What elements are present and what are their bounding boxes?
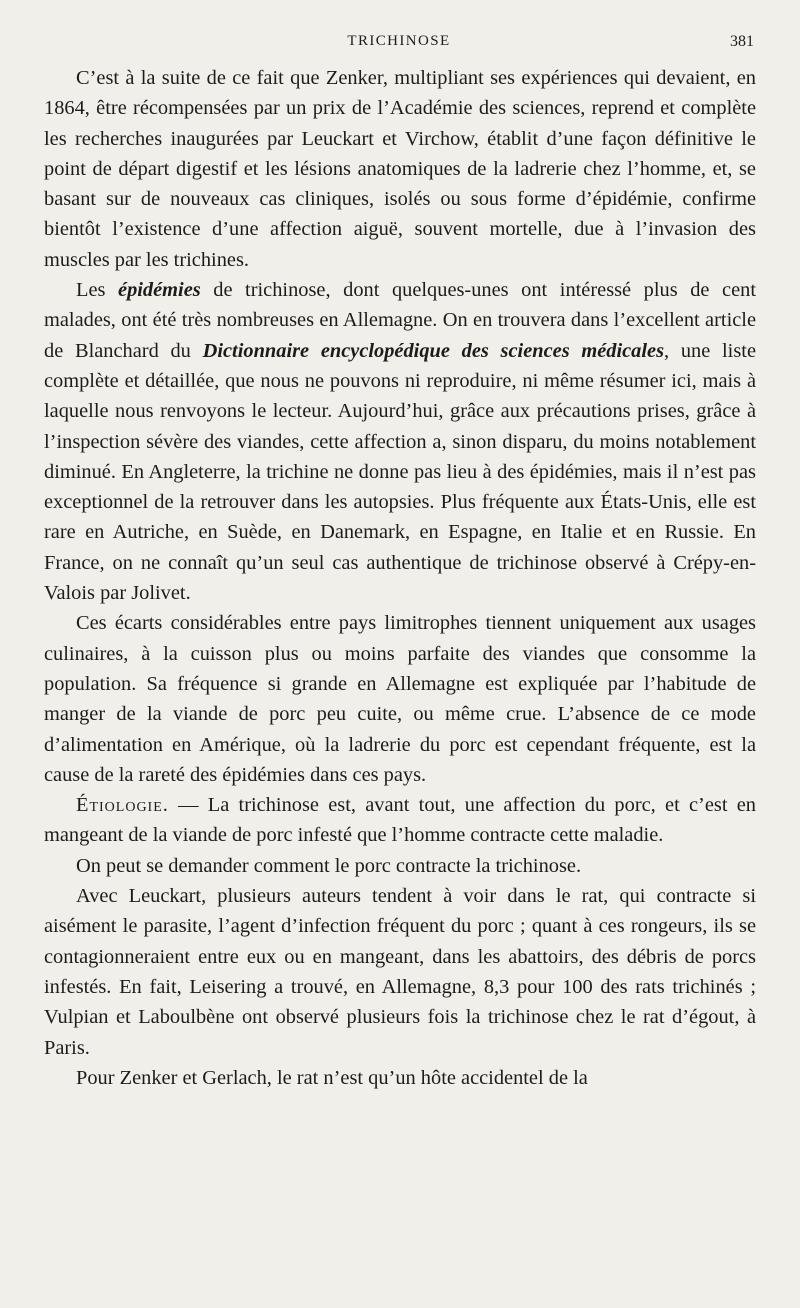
paragraph-question: On peut se demander comment le porc contracte la trichinose.	[76, 854, 582, 877]
emphasis-epidemies: épidémies	[118, 279, 201, 302]
paragraph-etiologie	[44, 790, 756, 851]
paragraph-zenker-gerlach: Pour Zenker et Gerlach, le rat n’est qu’un hôte accidentel de la	[76, 1066, 588, 1089]
page-number: 381	[730, 33, 754, 50]
paragraph-ecarts: Ces écarts considérables entre pays limitrophes tiennent uniquement aux usages culinaires, à la cuisson plus ou moins parfaite des viandes que consomme la population. Sa fréquence si grande en Allemagne est expliquée par l’habitude de manger de la viande de porc peu cuite, ou même crue. L’absence de ce mode d’alimentation en Amérique, où la ladrerie du porc est cependant fréquente, est la cause de la rareté des épidémies dans ces pays.	[44, 612, 756, 786]
paragraph-leuckart: Avec Leuckart, plusieurs auteurs tendent à voir dans le rat, qui contracte si aisément le parasite, l’agent d’infection fréquent du porc ; quant à ces rongeurs, ils se contagionneraient entre eux ou en mangeant, dans les abattoirs, des débris de porcs infestés. En fait, Leisering a trouvé, en Allemagne, 8,3 pour 100 des rats trichinés ; Vulpian et Laboulbène ont observé plusieurs fois la trichinose chez le rat d’égout, à Paris.	[44, 885, 756, 1059]
text-span: , une liste complète et détaillée, que nous ne pouvons ni reproduire, ni même résumer ici, mais à laquelle nous renvoyons le lecteur. Aujourd’hui, grâce aux précautions prises, grâce à l’inspection sévère des viandes, cette affection a, sinon disparu, du moins notablement diminué. En Angleterre, la trichine ne donne pas lieu à des épidémies, mais il n’est pas exceptionnel de la retrouver dans les autopsies. Plus fréquente aux États-Unis, elle est rare en Autriche, en Suède, en Danemark, en Espagne, en Italie et en Russie. En France, on ne connaît qu’un seul cas authentique de trichinose observé à Crépy-en-Valois par Jolivet.	[44, 339, 756, 605]
page-header	[44, 33, 754, 55]
text-span: Les	[76, 279, 119, 302]
emphasis-dictionnaire-title: Dictionnaire encyclopédique des sciences médicales	[202, 339, 665, 362]
paragraph-zenker: C’est à la suite de ce fait que Zenker, multipliant ses expériences qui devaient, en 1864, être récompensées par un prix de l’Académie des sciences, reprend et complète les recherches inaugurées par Leuckart et Virchow, établit d’une façon définitive le point de départ digestif et les lésions anatomiques de la ladrerie chez l’homme, et, se basant sur de nouveaux cas cliniques, isolés ou sous forme d’épidémie, confirme bientôt l’existence d’une affection aiguë, souvent mortelle, due à l’invasion des muscles par les trichines.	[44, 67, 756, 271]
body-text	[44, 63, 756, 1093]
paragraph-epidemies	[44, 275, 756, 608]
section-heading-etiologie: Étiologie.	[76, 794, 169, 817]
text-span: — La trichinose est, avant tout, une affection du porc, et c’est en mangeant de la viande de porc infesté que l’homme contracte cette maladie.	[44, 794, 756, 847]
running-title: TRICHINOSE	[347, 33, 451, 49]
text-span: de trichinose, dont quelques-unes ont intéressé plus de cent malades, ont été très nombreuses en Allemagne. On en trouvera dans l’excellent article de Blanchard du	[44, 279, 756, 362]
